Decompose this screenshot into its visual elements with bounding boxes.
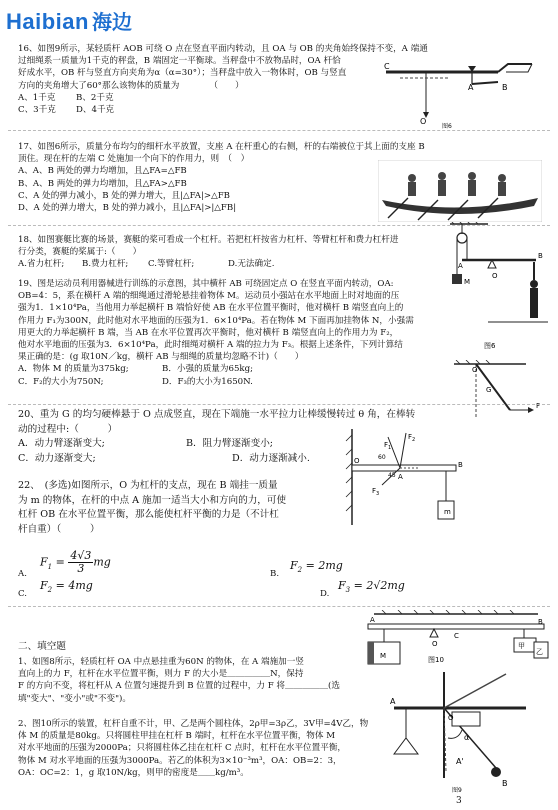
fig10-label-m: M: [380, 652, 387, 660]
cylinder-yi: [530, 638, 552, 662]
q17-option-a: A、A、B 两处的弹力均增加，且△FA=△FB: [18, 166, 187, 177]
q17-line: 顶住。现在杆的左端 C 处施加一个向下的作用力，则 （ ）: [18, 154, 250, 165]
q19-line: 强为1．1×10⁴Pa，当他用力举起横杆 B 端恰好使 AB 在水平位置平衡时，他对横杆 B 端竖直向上的: [18, 303, 404, 314]
q16-line: 16、如图9所示，某轻质杆 AOB 可绕 O 点在竖直平面内转动，且 OA 与 OB 的夹角始终保持不变，A 端通: [18, 44, 428, 54]
fill-q2-line: OA：OC=2：1，g 取10N/kg，则甲的密度是＿＿kg/m³。: [18, 767, 249, 778]
q19-options-row1: [18, 363, 414, 375]
question-22: [18, 479, 286, 537]
fill-q2-line: 2、图10所示的装置，杠杆自重不计，甲、乙是两个圆柱体，2ρ甲=3ρ乙，3V甲=4V乙，物: [18, 719, 369, 729]
fig9-label-a-prime: A': [456, 757, 464, 766]
question-19: [18, 278, 414, 388]
figure-9: [386, 668, 536, 796]
q22-line: 杠杆 OB 在水平位置平衡，那么能使杠杆平衡的力是（不计杠: [18, 509, 279, 520]
q22-label-a: A: [398, 473, 403, 481]
q20-label-f: F: [536, 402, 541, 410]
q16-option-d: D、4千克: [76, 105, 115, 116]
q20-line: 20、重为 G 的均匀硬棒悬于 O 点成竖直，现在下端施一水平拉力让棒缓慢转过 θ 角，在棒转: [18, 409, 416, 420]
q17-option-d: D、A 处的弹力增大，B 处的弹力减小，且|△FA|>|△FB|: [18, 203, 237, 214]
q17-option-b: B、A、B 两处的弹力均增加，且△FA>△FB: [18, 178, 187, 189]
fig10-label-jia: 甲: [518, 642, 525, 650]
q22-option-b-formula: $F_2 = 2mg$: [290, 559, 343, 575]
q20-line: 动的过程中:（ ）: [18, 423, 118, 435]
q19-label-a: A: [458, 262, 463, 270]
q18-line: 18、如图赛艇比赛的场景，赛艇的桨可看成一个杠杆。若把杠杆按省力杠杆、等臂杠杆和费力杠杆进: [18, 235, 399, 245]
q16-line: 好成水平，OB 杆与竖直方向夹角为α（α=30°）；当秤盘中放入一物体时，OB 与竖直: [18, 68, 347, 79]
fill-q1-line: 直向上的力 F，杠杆在水平位置平衡，则力 F 的大小是＿＿＿＿＿N，保持: [18, 669, 304, 680]
page-number: 3: [456, 796, 462, 806]
q19-line: OB=4：5，系在横杆 A 端的细绳通过滑轮悬挂着物体 M。运动员小强站在水平地面上时对地面的压: [18, 291, 400, 302]
q20-label-o: O: [472, 366, 478, 374]
fig10-caption: 图10: [428, 656, 444, 664]
fig9-label-o: O: [448, 714, 454, 722]
q19-line: 果正确的是：(g 取10N／kg，横杆 AB 与细绳的质量均忽略不计)（ ）: [18, 352, 304, 363]
q22-label-f1: $F_1$: [384, 441, 392, 451]
fig9-label-alpha: α: [464, 733, 470, 742]
fig9-label-a: A: [390, 697, 396, 706]
q19-label-m: M: [464, 278, 471, 286]
fill-q1-line: 填"变大"、"变小"或"不变")。: [18, 693, 132, 704]
q18-option-d: D.无法确定.: [228, 259, 275, 270]
q16-lever-figure: [380, 60, 540, 130]
q22-line: 22、 (多选)如图所示，O 为杠杆的支点，现在 B 端挂一质量: [18, 480, 278, 491]
fill-q1: [18, 656, 340, 705]
q22-angle-45: 45: [388, 472, 396, 479]
fig10-label-o: O: [432, 640, 438, 648]
question-18: [18, 234, 398, 271]
fig10-label-yi: 乙: [536, 648, 543, 656]
q19-line: 他对水平地面的压强为3．6×10⁴Pa，此时细绳对横杆 A 端的拉力为 F₃。根据上述条件，下列计算结: [18, 340, 403, 351]
q22-option-c-formula: $F_2 = 4mg$: [40, 579, 93, 595]
q22-options-row2: [18, 578, 538, 608]
rowing-boat-figure: [378, 160, 542, 222]
q22-option-d-formula: $F_3 = 2√2mg$: [338, 579, 405, 595]
fill-q1-line: F 的方向不变，将杠杆从 A 位置匀速提升到 B 位置的过程中，力 F 将＿＿＿＿＿(选: [18, 681, 340, 692]
q18-line: 行分类，赛艇的桨属于:（ ）: [18, 247, 142, 258]
q18-option-c: C.等臂杠杆;: [148, 259, 195, 270]
q20-option-a: A．动力臂逐渐变大;: [18, 438, 105, 449]
fig10-label-b: B: [538, 618, 543, 626]
q22-label-b: B: [458, 461, 463, 469]
divider: [8, 130, 550, 131]
q18-options: [18, 258, 398, 270]
q19-option-c: C．F₂的大小为750N;: [18, 376, 104, 387]
q22-line: 为 m 的物体，在杆的中点 A 施加一适当大小和方向的力，可使: [18, 494, 287, 506]
fill-q2-line: 物体 M 对水平地面的压强为3000Pa。若乙的体积为3×10⁻³m³，OA：OB=2：3，: [18, 755, 342, 766]
fill-q2: [18, 718, 368, 779]
section-title: 二、填空题: [18, 641, 66, 652]
q16-label-b: B: [502, 83, 508, 92]
q22-line: 杆自重）（ ）: [18, 523, 100, 535]
q22-option-b-label: B.: [270, 569, 280, 579]
q16-options-row2: [18, 104, 428, 116]
q16-label-a: A: [468, 83, 474, 92]
fig10-label-c: C: [454, 632, 459, 640]
q22-option-d-label: D.: [320, 589, 330, 599]
q16-options-row1: [18, 92, 428, 104]
q19-training-figure: [448, 222, 548, 354]
q20-option-c: C．动力逐渐变大;: [18, 452, 96, 464]
q22-label-o: O: [354, 457, 360, 465]
figure-10: [338, 610, 552, 666]
q16-label-o: O: [420, 117, 427, 126]
q22-option-a-formula: $F_1$ = $\frac{4√3}{3}$ mg: [40, 549, 111, 576]
q22-label-m: m: [444, 508, 451, 516]
q16-label-c: C: [384, 62, 390, 71]
q19-options-row2: [18, 376, 414, 388]
q17-line: 17、如图6所示，质量分布均匀的细杆水平放置，支座 A 在杆重心的右侧，杆的右端被位于其上面的支座 B: [18, 142, 425, 152]
haibian-logo: [6, 6, 132, 32]
q22-option-a-label: A.: [18, 569, 27, 579]
question-17: [18, 141, 425, 214]
logo-text-cn: 海边: [91, 10, 132, 34]
q22-lever-figure: [342, 425, 472, 529]
fig9-label-b: B: [502, 779, 508, 788]
q16-option-c: C、3千克: [18, 105, 56, 116]
q22-angle-60: 60: [378, 454, 386, 461]
q20-option-d: D．动力逐渐减小.: [232, 452, 310, 464]
fill-q2-line: 体 M 的质量是80kg。只将圆柱甲挂在杠杆 B 端时，杠杆在水平位置平衡，物体 M: [18, 731, 336, 742]
q18-option-b: B.费力杠杆;: [82, 259, 129, 270]
fig9-caption: 图9: [452, 787, 462, 794]
q16-caption: 图6: [442, 123, 452, 130]
q19-line: 19、图是运动员利用器械进行训练的示意图，其中横杆 AB 可绕固定点 O 在竖直平面内转动，OA:: [18, 279, 394, 289]
q20-label-g: G: [486, 386, 492, 394]
q19-line: 用更大的力举起横杆 B 端，当 AB 在水平位置再次平衡时，他对横杆 B 端竖直向上的作用力为 F₂，: [18, 327, 399, 338]
q19-option-a: A．物体 M 的质量为375kg;: [18, 364, 129, 375]
q20-option-b: B．阻力臂逐渐变小;: [186, 438, 274, 449]
question-16: [18, 43, 428, 116]
q16-option-b: B、2千克: [76, 92, 114, 103]
divider: [8, 404, 550, 405]
q16-line: 过细绳系一质量为1千克的秤盘，B 端固定一平衡球。当秤盘中不放物品时，OA 杆恰: [18, 56, 341, 67]
q18-option-a: A.省力杠杆;: [18, 259, 65, 270]
q19-line: 作用力 F₁为300N，此时他对水平地面的压强为1．6×10⁴Pa。若在物体 M 下面再加挂物体 N，小强需: [18, 315, 414, 326]
q20-rod-figure: [446, 360, 546, 420]
q16-option-a: A、1千克: [18, 92, 56, 103]
q22-label-f2: $F_2$: [408, 433, 416, 443]
q19-caption: 图6: [484, 342, 496, 350]
q16-line: 方向的夹角增大了60°那么该物体的质量为 （ ）: [18, 80, 244, 91]
q22-option-c-label: C.: [18, 589, 28, 599]
q19-label-b: B: [538, 252, 543, 260]
logo-text-en: Haibian: [6, 9, 89, 34]
q19-label-o: O: [492, 272, 498, 280]
q17-option-c: C、A 处的弹力减小，B 处的弹力增大，且|△FA|>△FB: [18, 190, 230, 201]
fill-q2-line: 对水平地面的压强为2000Pa；只将圆柱体乙挂在杠杆 C 点时，杠杆在水平位置平衡，: [18, 743, 347, 754]
fill-q1-line: 1、如图8所示，轻质杠杆 OA 中点悬挂重为60N 的物体，在 A 端施加一竖: [18, 657, 304, 667]
q22-label-f3: $F_3$: [372, 487, 380, 497]
q19-option-b: B．小强的质量为65kg;: [162, 364, 254, 375]
fig10-label-a: A: [370, 616, 375, 624]
divider: [8, 606, 550, 607]
q19-option-d: D．F₃的大小为1650N.: [162, 376, 253, 387]
